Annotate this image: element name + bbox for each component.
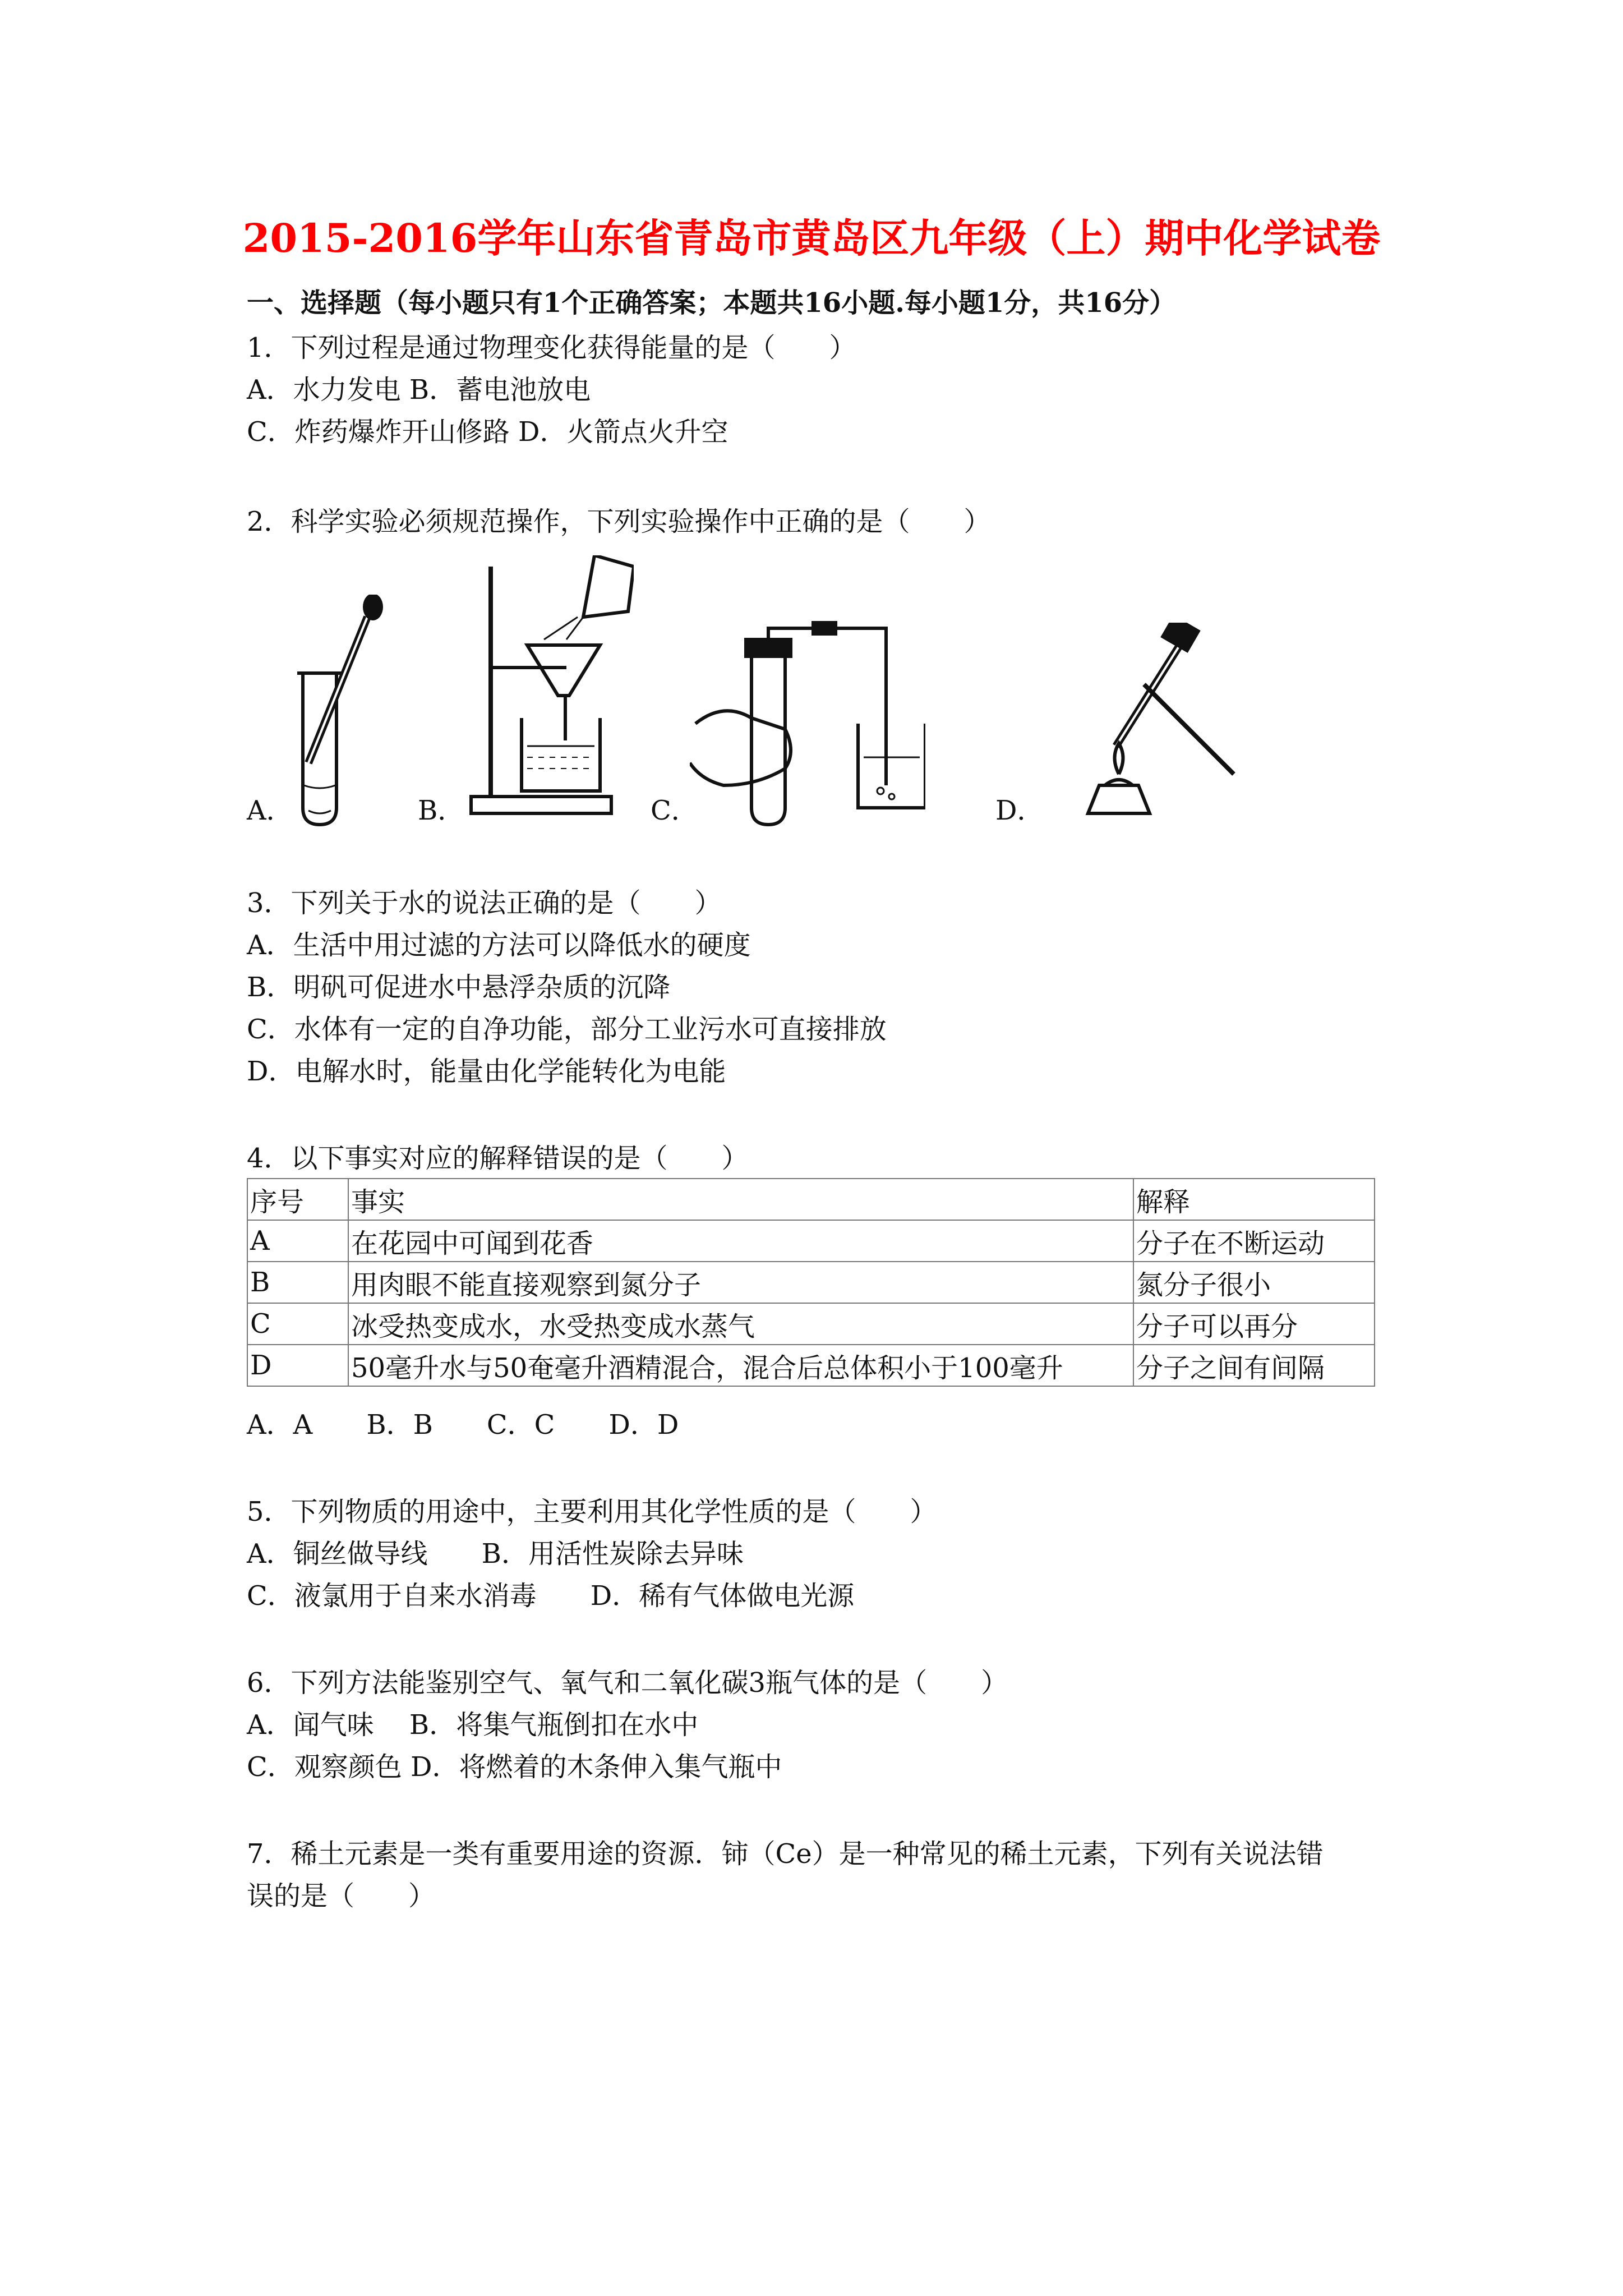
row-number: A [247,1220,348,1262]
row-explanation: 分子在不断运动 [1133,1220,1375,1262]
q1-options-1: A．水力发电 B．蓄电池放电 [247,374,591,406]
q4-stem: 4．以下事实对应的解释错误的是（ ） [247,1143,749,1174]
table-row [247,1303,1375,1345]
q2-label-a: A． [247,795,293,826]
row-fact: 冰受热变成水，水受热变成水蒸气 [348,1303,1133,1345]
q4-answers: A．A B．B C．C D．D [247,1409,679,1441]
table-row [247,1220,1375,1262]
table-header-row [247,1179,1375,1220]
q3-option-d: D．电解水时，能量由化学能转化为电能 [247,1056,726,1087]
q1-stem: 1．下列过程是通过物理变化获得能量的是（ ） [247,332,856,364]
q6-options-1: A．闻气味 B．将集气瓶倒扣在水中 [247,1709,699,1741]
header-explanation: 解释 [1133,1179,1375,1220]
q3-stem: 3．下列关于水的说法正确的是（ ） [247,887,722,919]
airtightness-check-figure [690,617,925,830]
q5-options-1: A．铜丝做导线 B．用活性炭除去异味 [247,1538,744,1570]
row-fact: 50毫升水与50奄毫升酒精混合，混合后总体积小于100毫升 [348,1345,1133,1386]
q6-options-2: C．观察颜色 D．将燃着的木条伸入集气瓶中 [247,1751,782,1783]
dropper-test-tube-figure [292,595,393,830]
q2-stem: 2．科学实验必须规范操作，下列实验操作中正确的是（ ） [247,506,991,537]
header-fact: 事实 [348,1179,1133,1220]
page-title: 2015-2016学年山东省青岛市黄岛区九年级（上）期中化学试卷 [242,215,1381,261]
row-number: B [247,1262,348,1303]
row-number: D [247,1345,348,1386]
q3-option-c: C．水体有一定的自净功能，部分工业污水可直接排放 [247,1014,887,1045]
filtration-apparatus-figure [465,555,634,825]
q5-stem: 5．下列物质的用途中，主要利用其化学性质的是（ ） [247,1496,937,1527]
q6-stem: 6．下列方法能鉴别空气、氧气和二氧化碳3瓶气体的是（ ） [247,1667,1008,1699]
q2-label-d: D． [995,795,1044,826]
row-explanation: 分子可以再分 [1133,1303,1375,1345]
q1-options-2: C．炸药爆炸开山修路 D．火箭点火升空 [247,416,728,448]
row-number: C [247,1303,348,1345]
facts-table [247,1178,1375,1387]
row-fact: 用肉眼不能直接观察到氮分子 [348,1262,1133,1303]
table-row [247,1262,1375,1303]
q2-label-c: C． [651,795,698,826]
heating-test-tube-figure [1038,623,1251,825]
q3-option-b: B．明矾可促进水中悬浮杂质的沉降 [247,972,671,1003]
q3-option-a: A．生活中用过滤的方法可以降低水的硬度 [247,930,751,961]
row-explanation: 氮分子很小 [1133,1262,1375,1303]
q7-stem-line-1: 7．稀土元素是一类有重要用途的资源．铈（Ce）是一种常见的稀土元素，下列有关说法错 [247,1838,1324,1870]
header-number: 序号 [247,1179,348,1220]
row-fact: 在花园中可闻到花香 [348,1220,1133,1262]
section-heading: 一、选择题（每小题只有1个正确答案；本题共16小题.每小题1分，共16分） [247,287,1177,319]
table-row [247,1345,1375,1386]
q5-options-2: C．液氯用于自来水消毒 D．稀有气体做电光源 [247,1580,855,1612]
q7-stem-line-2: 误的是（ ） [247,1880,436,1912]
row-explanation: 分子之间有间隔 [1133,1345,1375,1386]
q2-label-b: B． [418,795,465,826]
